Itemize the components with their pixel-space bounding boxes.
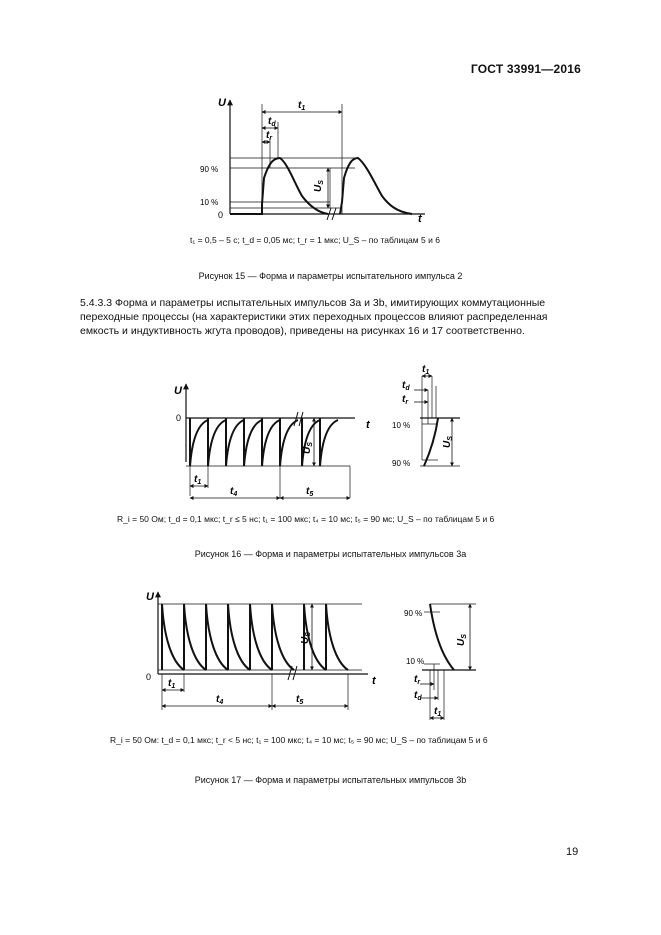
- figure-16-params: R_i = 50 Ом; t_d = 0,1 мкс; t_r ≤ 5 нс; t₁ = 100 мкс; t₄ = 10 мс; t₅ = 90 мс; U_S – по таблицам 5 и 6: [117, 514, 495, 524]
- pulse-2: [340, 158, 412, 214]
- figure-15-diagram: [190, 92, 460, 232]
- detail-tr-label: $t_r$: [414, 674, 421, 686]
- detail-us-label: $U_S$: [442, 436, 454, 448]
- figure-15-caption: Рисунок 15 — Форма и параметры испытательного импульса 2: [198, 271, 463, 281]
- figure-17-params: R_i = 50 Ом: t_d = 0,1 мкс; t_r < 5 нс; t₁ = 100 мкс; t₄ = 10 мс; t₅ = 90 мс; U_S – по таблицам 5 и 6: [110, 735, 488, 745]
- u-axis-label: U: [146, 591, 154, 603]
- td-label: $t_d$: [268, 116, 276, 128]
- us-label: $U_S$: [302, 442, 314, 454]
- figure-16-caption: Рисунок 16 — Форма и параметры испытательных импульсов 3а: [194, 549, 467, 559]
- u-axis-label: U: [218, 97, 226, 109]
- detail-t1-label: $t_1$: [434, 706, 442, 718]
- tr-label: $t_r$: [266, 130, 273, 142]
- t1-label: $t_1$: [298, 100, 306, 112]
- figure-15: [190, 92, 460, 232]
- us-label: $U_S$: [313, 180, 325, 192]
- figure-16: [170, 362, 480, 512]
- label-90: 90 %: [200, 165, 219, 174]
- us-label: $U_S$: [300, 632, 312, 644]
- t5-label: $t_5$: [296, 694, 304, 706]
- figure-16-diagram: [170, 362, 480, 512]
- t4-label: $t_4$: [216, 694, 224, 706]
- pulse-train-1: [162, 604, 272, 670]
- detail-us-label: $U_S$: [456, 634, 468, 646]
- figure-17-caption: Рисунок 17 — Форма и параметры испытательных импульсов 3b: [194, 775, 467, 785]
- detail-t1-label: $t_1$: [422, 364, 430, 376]
- t1-label: $t_1$: [194, 474, 202, 486]
- label-10: 10 %: [200, 198, 219, 207]
- detail-td-label: $t_d$: [414, 690, 422, 702]
- document-header: ГОСТ 33991—2016: [470, 62, 581, 76]
- detail-tr-label: $t_r$: [402, 394, 409, 406]
- detail-td-label: $t_d$: [402, 380, 410, 392]
- pulse-detail-16: [392, 364, 460, 468]
- label-90: 90 %: [404, 609, 423, 618]
- pulse-train-2: [280, 418, 338, 466]
- t1-label: $t_1$: [168, 678, 176, 690]
- pulse-train-1: [190, 418, 280, 466]
- t-axis-label: t: [418, 213, 422, 225]
- pulse-detail-17: [404, 604, 476, 720]
- zero-label: 0: [176, 413, 182, 423]
- figure-17-diagram: [140, 584, 490, 724]
- t-axis-label: t: [372, 675, 376, 687]
- page-number: 19: [566, 846, 579, 858]
- t5-label: $t_5$: [306, 486, 314, 498]
- label-10: 10 %: [392, 421, 411, 430]
- t4-label: $t_4$: [230, 486, 238, 498]
- label-10: 10 %: [406, 657, 425, 666]
- t-axis-label: t: [366, 419, 370, 431]
- figure-15-params: t₁ = 0,5 – 5 с; t_d = 0,05 мс; t_r = 1 мкс; U_S – по таблицам 5 и 6: [190, 235, 440, 245]
- label-90: 90 %: [392, 459, 411, 468]
- u-axis-label: U: [174, 385, 182, 397]
- zero-label: 0: [218, 210, 224, 220]
- figure-17: [140, 584, 490, 724]
- zero-label: 0: [146, 672, 152, 682]
- section-paragraph: 5.4.3.3 Форма и параметры испытательных импульсов 3а и 3b, имитирующих коммутационные переходные процессы (на характеристики этих переходных процессов влияют распределенная емкость и индуктивность жгута проводов), приведены на рисунках 16 и 17 соответственно.: [80, 297, 548, 337]
